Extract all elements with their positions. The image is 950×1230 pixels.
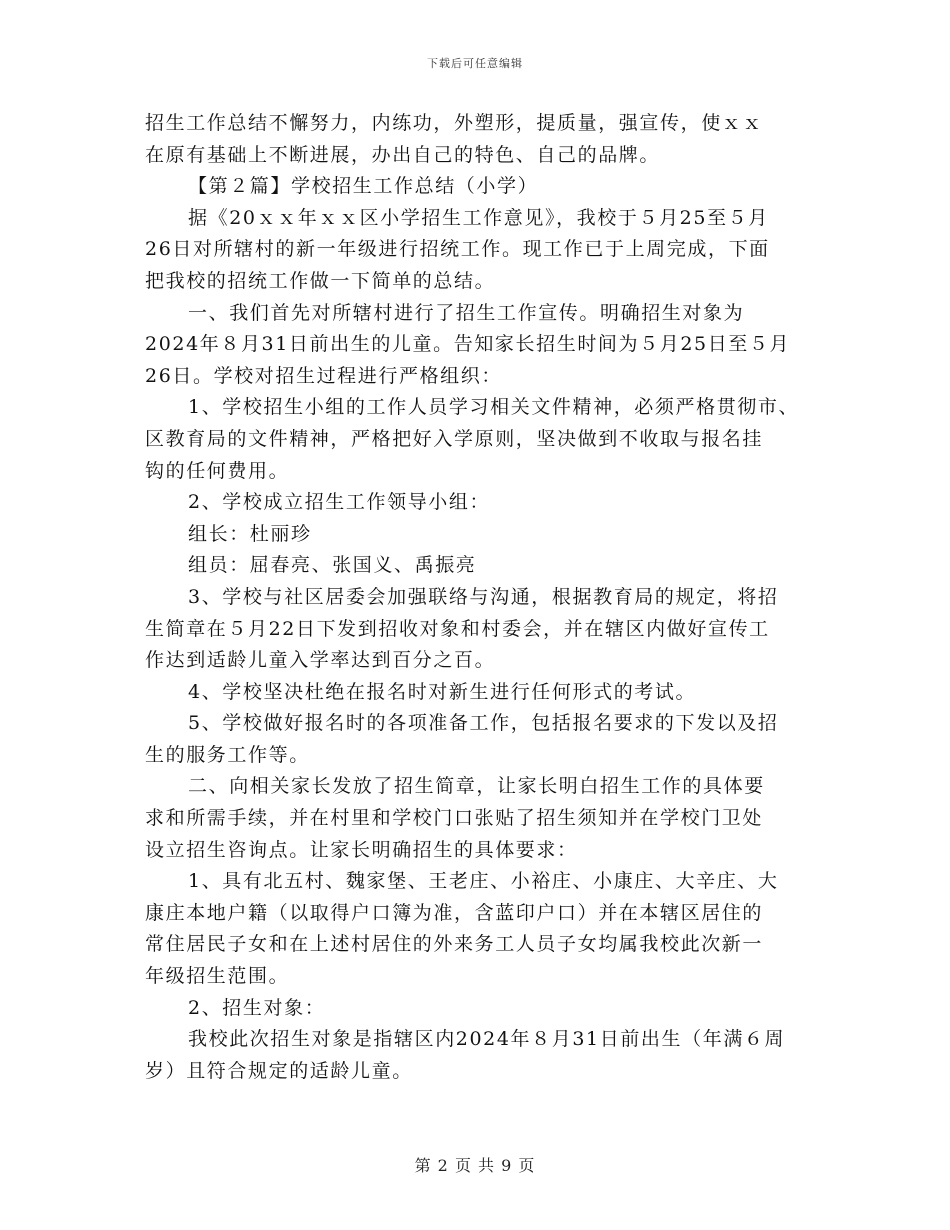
text-line: 26日。学校对招生过程进行严格组织：: [145, 364, 502, 387]
text-line: 生的服务工作等。: [145, 743, 310, 766]
text-line: 1、具有北五村、魏家堡、王老庄、小裕庄、小康庄、大辛庄、大: [188, 870, 779, 893]
text-line: 二、向相关家长发放了招生简章，让家长明白招生工作的具体要: [188, 775, 765, 798]
text-line: 2、招生对象：: [188, 996, 326, 1019]
text-line: 26日对所辖村的新一年级进行招统工作。现工作已于上周完成，下面: [145, 238, 770, 261]
text-line: 4、学校坚决杜绝在报名时对新生进行任何形式的考试。: [188, 680, 697, 703]
text-line: 生简章在５月22日下发到招收对象和村委会，并在辖区内做好宣传工: [145, 617, 770, 640]
text-line: 设立招生咨询点。让家长明确招生的具体要求：: [145, 838, 578, 861]
text-line: 2、学校成立招生工作领导小组：: [188, 491, 491, 514]
text-line: 据《20ｘｘ年ｘｘ区小学招生工作意见》，我校于５月25至５月: [188, 206, 769, 229]
text-line: 1、学校招生小组的工作人员学习相关文件精神，必须严格贯彻市、: [188, 396, 800, 419]
document-body: [145, 108, 825, 1087]
text-line: 作达到适龄儿童入学率达到百分之百。: [145, 649, 496, 672]
text-line: 一、我们首先对所辖村进行了招生工作宣传。明确招生对象为: [188, 301, 745, 324]
text-line: 2024年８月31日前出生的儿童。告知家长招生时间为５月25日至５月: [145, 333, 791, 356]
text-line: 【第２篇】学校招生工作总结（小学）: [188, 175, 539, 198]
text-line: 常住居民子女和在上述村居住的外来务工人员子女均属我校此次新一: [145, 933, 764, 956]
text-line: 组长：杜丽珍: [188, 522, 312, 545]
text-line: 我校此次招生对象是指辖区内2024年８月31日前出生（年满６周: [188, 1028, 786, 1051]
text-line: 在原有基础上不断进展，办出自己的特色、自己的品牌。: [145, 143, 661, 166]
page-header: 下载后可任意编辑: [427, 57, 523, 70]
text-line: 年级招生范围。: [145, 965, 290, 988]
text-line: 求和所需手续，并在村里和学校门口张贴了招生须知并在学校门卫处: [145, 807, 764, 830]
text-line: 岁）且符合规定的适龄儿童。: [145, 1059, 413, 1082]
text-line: 把我校的招统工作做一下简单的总结。: [145, 269, 496, 292]
text-line: 组员：屈春亮、张国义、禹振亮: [188, 554, 477, 577]
text-line: 3、学校与社区居委会加强联络与沟通，根据教育局的规定，将招: [188, 585, 779, 608]
text-line: 区教育局的文件精神，严格把好入学原则，坚决做到不收取与报名挂: [145, 427, 764, 450]
text-line: 招生工作总结不懈努力，内练功，外塑形，提质量，强宣传，使ｘｘ: [145, 112, 764, 134]
text-line: 钩的任何费用。: [145, 459, 290, 482]
text-line: 康庄本地户籍（以取得户口簿为准，含蓝印户口）并在本辖区居住的: [145, 901, 764, 924]
text-line: 5、学校做好报名时的各项准备工作，包括报名要求的下发以及招: [188, 712, 779, 735]
page-footer: 第 2 页 共 9 页: [414, 1156, 536, 1175]
